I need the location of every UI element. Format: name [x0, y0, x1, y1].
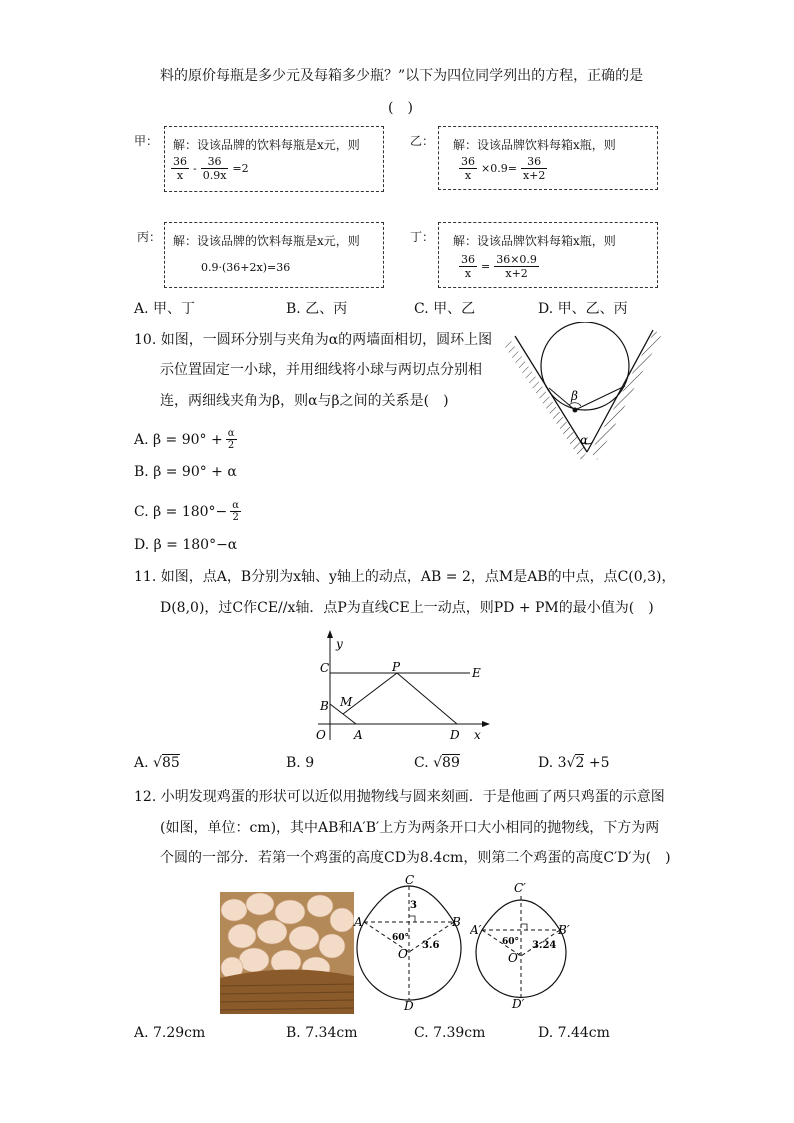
- q11-coordinate-figure: [300, 628, 496, 744]
- x-axis-label: x: [474, 728, 481, 742]
- egg2-radius-label: 3.24: [532, 940, 557, 951]
- q12-option-c[interactable]: C. 7.39cm: [414, 1025, 486, 1041]
- egg2-point-d: D′: [512, 997, 525, 1011]
- q10-option-a[interactable]: A. β = 90° + $\frac{\alpha}{2}$: [134, 428, 235, 451]
- yi-text: 解：设该品牌饮料每箱x瓶，则: [453, 138, 616, 152]
- q9-option-d[interactable]: D. 甲、乙、丙: [538, 301, 628, 317]
- ding-solution-box: [438, 222, 658, 288]
- right-wall: [587, 330, 653, 452]
- q10-option-d[interactable]: D. β = 180°−α: [134, 537, 238, 553]
- bing-solution-box: [164, 222, 384, 288]
- egg1-point-b: B: [452, 915, 461, 929]
- egg2-point-o: O′: [508, 951, 521, 965]
- y-axis-label: y: [336, 637, 343, 651]
- egg1-radius-label: 3.6: [422, 940, 440, 951]
- point-m-label: M: [340, 695, 353, 709]
- point-b-label: B: [320, 699, 329, 713]
- egg-diagram-2: [470, 880, 576, 1014]
- bing-equation: 0.9·(36+2x)=36: [201, 261, 291, 274]
- egg-basket-photo: [220, 892, 354, 1014]
- egg1-point-d: D: [404, 999, 414, 1013]
- q11-stem-line-2: D(8,0)，过C作CE//x轴．点P为直线CE上一动点，则PD + PM的最小值为( ): [160, 600, 654, 616]
- jia-solution-box: [164, 126, 384, 192]
- bing-label: 丙：: [137, 230, 162, 244]
- q12-option-b[interactable]: B. 7.34cm: [286, 1025, 358, 1041]
- q12-stem-line-1: 12. 小明发现鸡蛋的形状可以近似用抛物线与圆来刻画．于是他画了两只鸡蛋的示意图: [134, 789, 665, 805]
- jia-label: 甲：: [134, 134, 159, 148]
- q9-answer-paren: ( ): [388, 100, 413, 116]
- bing-text: 解：设该品牌的饮料每瓶是x元，则: [173, 234, 360, 248]
- ding-text: 解：设该品牌饮料每箱x瓶，则: [453, 234, 616, 248]
- q10-option-c[interactable]: C. β = 180°− $\frac{\alpha}{2}$: [134, 500, 240, 523]
- q11-stem-line-1: 11. 如图，点A，B分别为x轴、y轴上的动点，AB = 2，点M是AB的中点，点C(0,3)，: [134, 569, 676, 585]
- point-c-label: C: [320, 661, 330, 675]
- q10-stem-line-1: 10. 如图，一圆环分别与夹角为α的两墙面相切，圆环上图: [134, 332, 493, 348]
- egg1-point-a: A: [354, 915, 363, 929]
- point-d-label: D: [450, 728, 460, 742]
- q11-option-b[interactable]: B. 9: [286, 755, 315, 771]
- q11-option-d[interactable]: D. 3√2 +5: [538, 755, 610, 771]
- q9-option-c[interactable]: C. 甲、乙: [414, 301, 476, 317]
- egg1-height-label: 3: [410, 900, 417, 911]
- egg2-point-b: B′: [558, 923, 570, 937]
- ding-equation: $\frac{36}{x}$ = $\frac{36\times 0.9}{x+2}$: [461, 253, 537, 280]
- q9-stem-line: 料的原价每瓶是多少元及每箱多少瓶？”以下为四位同学列出的方程，正确的是: [160, 68, 644, 84]
- q10-option-b[interactable]: B. β = 90° + α: [134, 464, 237, 480]
- q11-option-c[interactable]: C. √89: [414, 755, 460, 771]
- egg1-angle-label: 60°: [392, 933, 410, 943]
- yi-label: 乙：: [410, 134, 435, 148]
- q12-option-d[interactable]: D. 7.44cm: [538, 1025, 610, 1041]
- q10-stem-line-2: 示位置固定一小球，并用细线将小球与两切点分别相: [160, 362, 482, 378]
- small-ball: [573, 408, 578, 413]
- yi-equation: $\frac{36}{x}$ ×0.9= $\frac{36}{x+2}$: [461, 155, 546, 182]
- origin-label: O: [316, 728, 326, 742]
- q12-stem-line-2: (如图，单位：cm)，其中AB和A′B′上方为两条开口大小相同的抛物线，下方为两: [160, 820, 660, 836]
- ding-label: 丁：: [410, 230, 435, 244]
- egg1-point-o: O: [398, 947, 408, 961]
- point-p-label: P: [392, 660, 401, 674]
- ring-circle: [541, 322, 629, 410]
- egg2-angle-label: 60°: [502, 937, 520, 947]
- point-e-label: E: [472, 666, 481, 680]
- egg1-point-c: C: [405, 873, 415, 887]
- segment-pd: [397, 673, 457, 724]
- q12-option-a[interactable]: A. 7.29cm: [134, 1025, 206, 1041]
- point-a-label: A: [354, 728, 363, 742]
- jia-equation: $\frac{36}{x}$ - $\frac{36}{0.9x}$ =2: [173, 155, 249, 182]
- q10-ring-figure: [505, 322, 665, 464]
- q9-option-b[interactable]: B. 乙、丙: [286, 301, 348, 317]
- alpha-label: α: [580, 433, 589, 447]
- yi-solution-box: [438, 126, 658, 190]
- q9-option-a[interactable]: A. 甲、丁: [134, 301, 196, 317]
- egg2-point-c: C′: [514, 881, 526, 895]
- q12-stem-line-3: 个圆的一部分．若第一个鸡蛋的高度CD为8.4cm，则第二个鸡蛋的高度C′D′为( ): [160, 850, 671, 866]
- egg2-point-a: A′: [470, 923, 482, 937]
- q11-option-a[interactable]: A. √85: [134, 755, 180, 771]
- beta-label: β: [571, 389, 578, 403]
- egg-diagram-1: [352, 870, 470, 1014]
- jia-text: 解：设该品牌的饮料每瓶是x元，则: [173, 138, 360, 152]
- q10-stem-line-3: 连，两细线夹角为β，则α与β之间的关系是( ): [160, 393, 449, 409]
